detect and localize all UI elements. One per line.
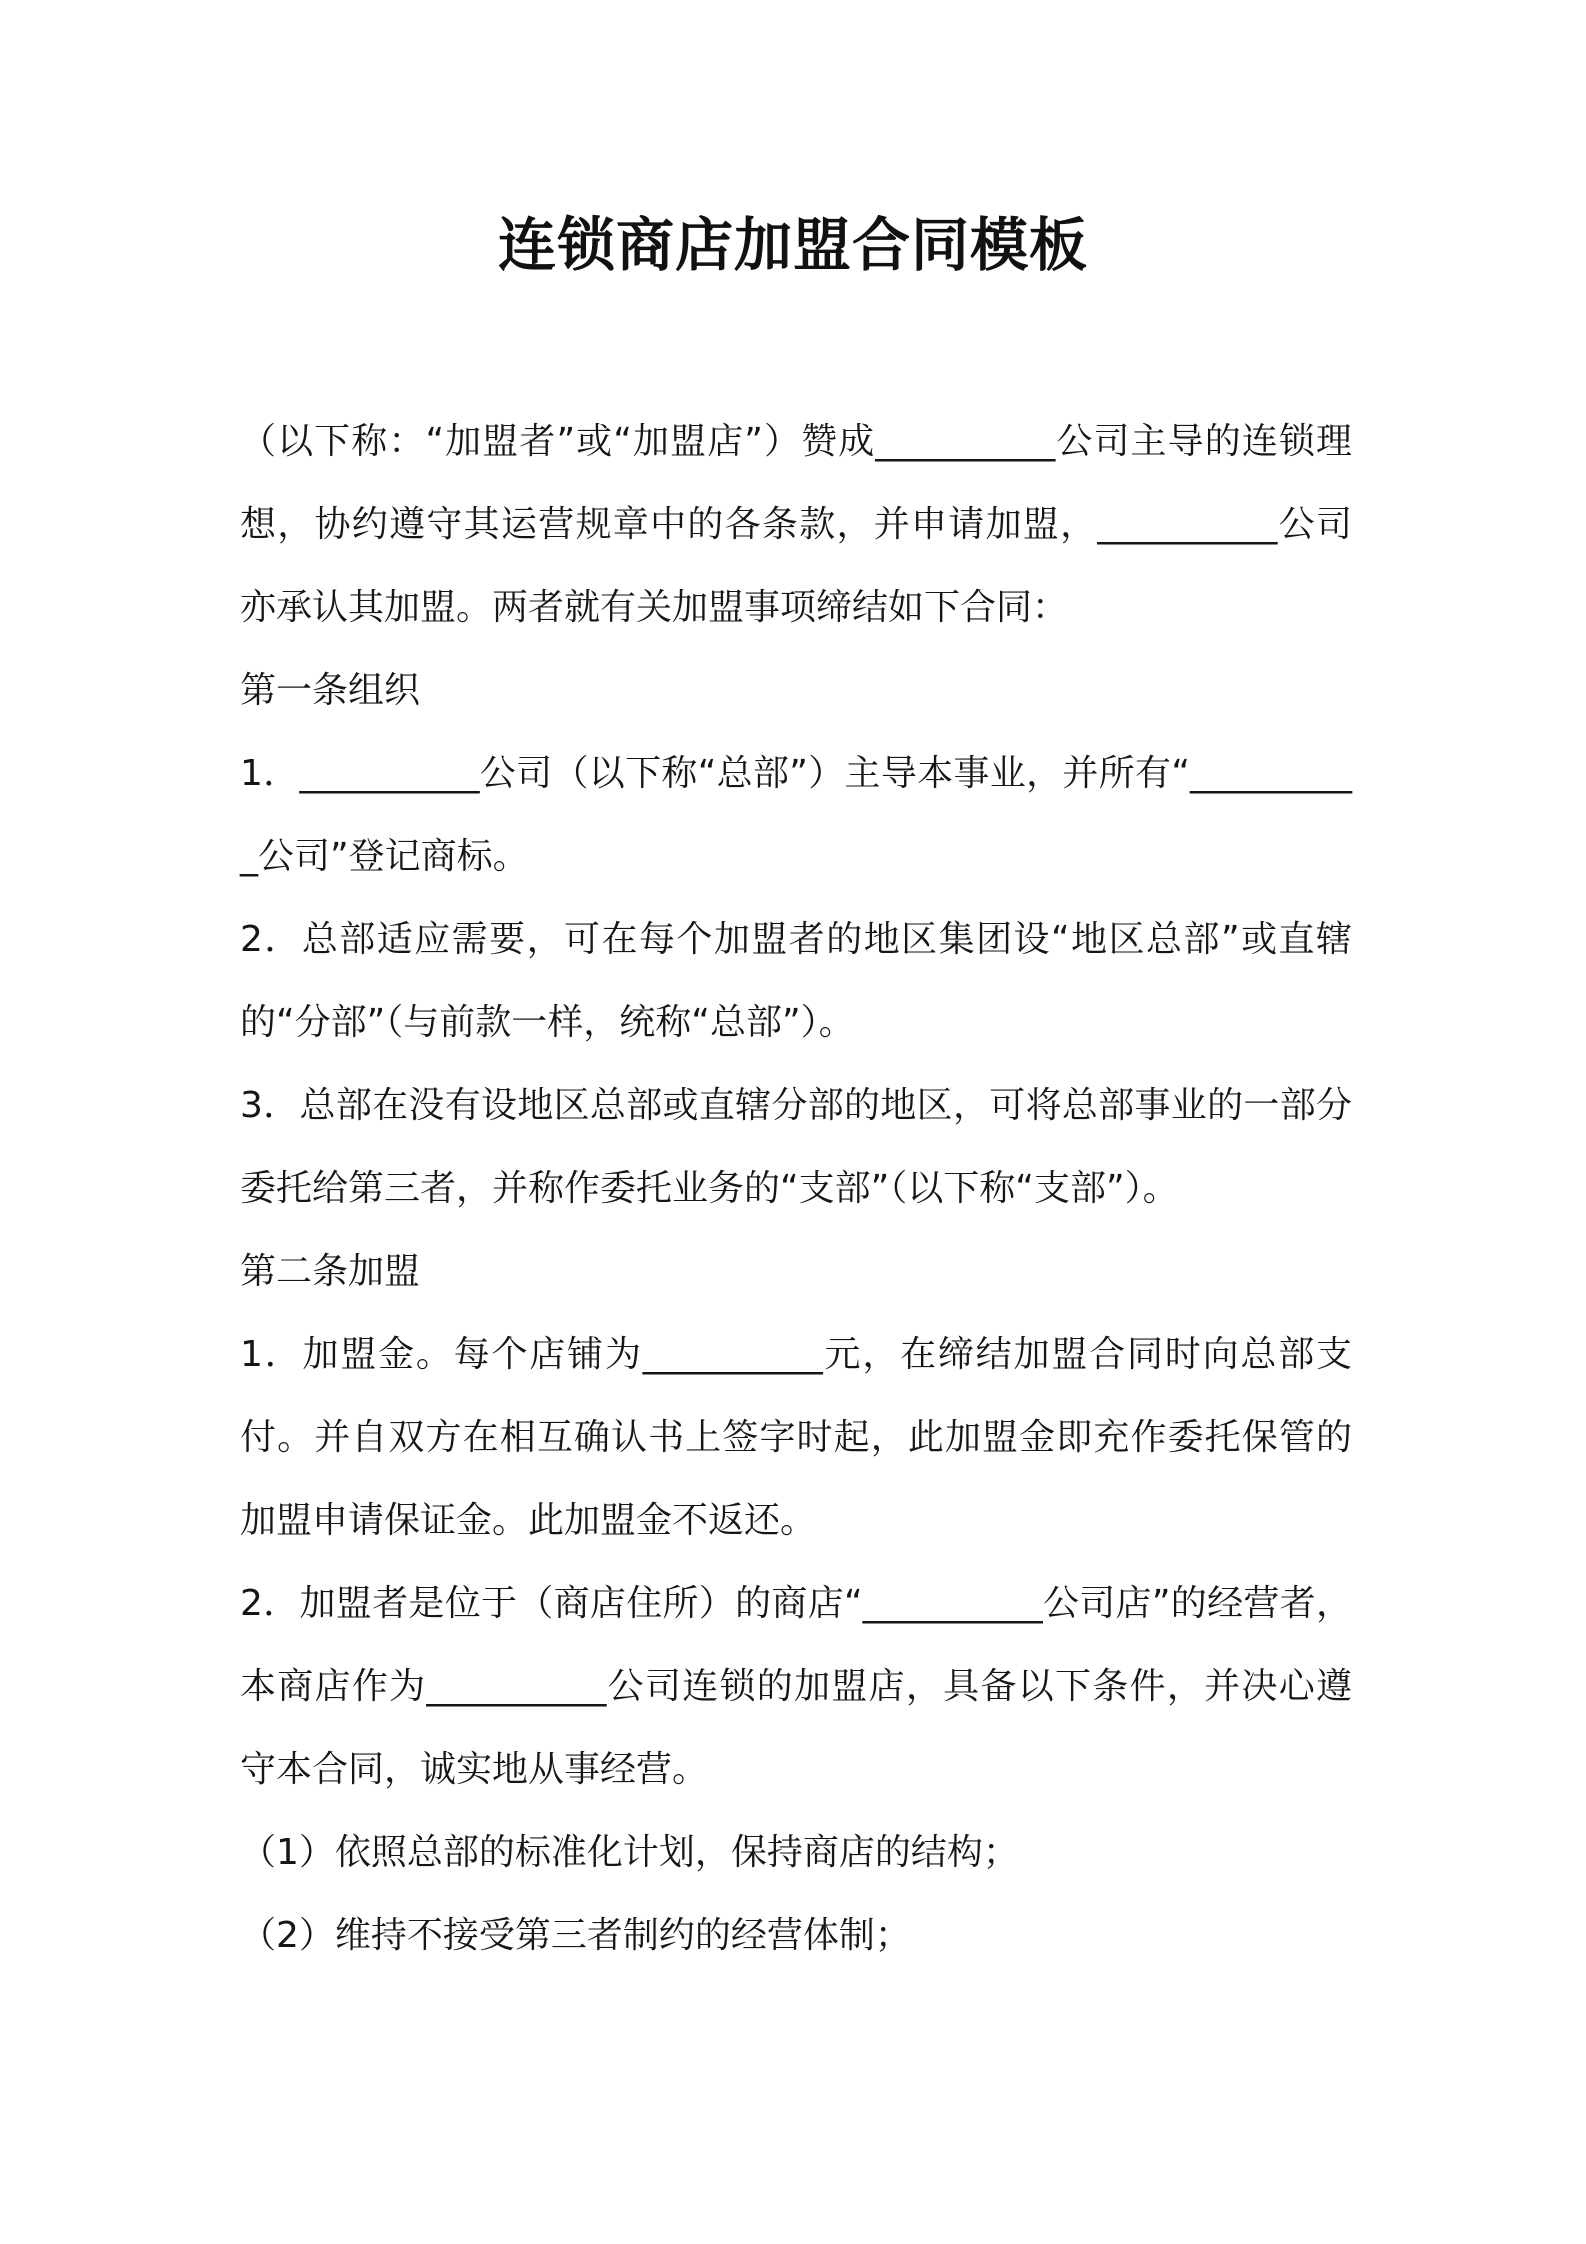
- article-one-clause-1: 1．__________公司（以下称“总部”）主导本事业，并所有“__________公司”登记商标。: [240, 753, 1352, 877]
- article-one-clause-2: 2．总部适应需要，可在每个加盟者的地区集团设“地区总部”或直辖的“分部”（与前款一样，统称“总部”）。: [240, 919, 1352, 1043]
- condition-item-2: （2）维持不接受第三者制约的经营体制；: [240, 1915, 911, 1956]
- condition-item-1: （1）依照总部的标准化计划，保持商店的结构；: [240, 1832, 1019, 1873]
- intro-paragraph: （以下称：“加盟者”或“加盟店”）赞成__________公司主导的连锁理想，协约遵守其运营规章中的各条款，并申请加盟，__________公司亦承认其加盟。两者就有关加盟事项缔结如下合同：: [240, 421, 1352, 628]
- article-two-heading: 第二条加盟: [240, 1251, 421, 1292]
- article-two-clause-2: 2．加盟者是位于（商店住所）的商店“__________公司店”的经营者，本商店作为__________公司连锁的加盟店，具备以下条件，并决心遵守本合同，诚实地从事经营。: [240, 1583, 1352, 1790]
- article-two-clause-1: 1．加盟金。每个店铺为__________元，在缔结加盟合同时向总部支付。并自双方在相互确认书上签字时起，此加盟金即充作委托保管的加盟申请保证金。此加盟金不返还。: [240, 1334, 1352, 1541]
- article-one-clause-3: 3．总部在没有设地区总部或直辖分部的地区，可将总部事业的一部分委托给第三者，并称作委托业务的“支部”（以下称“支部”）。: [240, 1085, 1352, 1209]
- document-title: 连锁商店加盟合同模板: [497, 211, 1088, 279]
- document-body: [240, 400, 1352, 1977]
- article-one-heading: 第一条组织: [240, 670, 421, 711]
